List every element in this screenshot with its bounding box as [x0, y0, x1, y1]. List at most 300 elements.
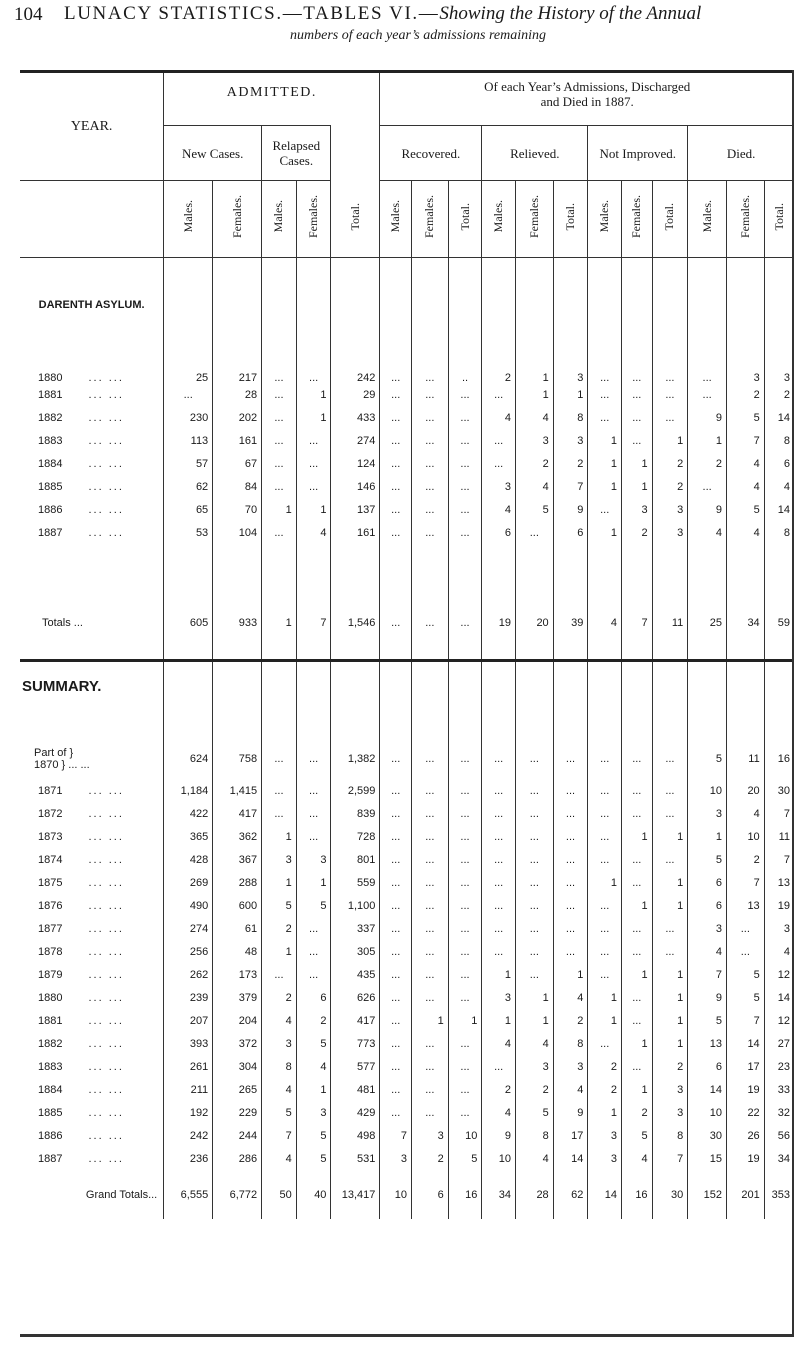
- table-cell: 393: [164, 1033, 213, 1056]
- table-cell: ...: [588, 499, 622, 522]
- year-label: 1871: [38, 785, 63, 797]
- totals-cell: 25: [688, 545, 727, 661]
- table-cell: 1: [621, 1033, 652, 1056]
- table-cell: 230: [164, 407, 213, 430]
- table-cell: ...: [262, 738, 297, 780]
- table-cell: 1: [621, 1079, 652, 1102]
- year-label: 1883: [38, 435, 63, 447]
- grand-totals-cell: 14: [588, 1171, 622, 1219]
- table-cell: ...: [296, 476, 331, 499]
- grand-totals-cell: 30: [652, 1171, 688, 1219]
- table-cell: 7: [262, 1125, 297, 1148]
- table-cell: ...: [553, 826, 588, 849]
- table-cell: 1: [652, 987, 688, 1010]
- table-cell: 4: [262, 1079, 297, 1102]
- table-cell: 17: [726, 1056, 764, 1079]
- table-cell: ...: [296, 964, 331, 987]
- table-cell: ...: [482, 430, 516, 453]
- grand-totals-cell: 10: [380, 1171, 412, 1219]
- table-cell: ...: [380, 918, 412, 941]
- table-cell: ...: [482, 872, 516, 895]
- totals-row: [20, 545, 794, 661]
- empty-cell: [621, 661, 652, 738]
- table-cell: ...: [411, 499, 448, 522]
- table-cell: 262: [164, 964, 213, 987]
- empty-cell: [482, 661, 516, 738]
- empty-cell: [296, 661, 331, 738]
- table-cell: ...: [652, 384, 688, 407]
- table-cell: 5: [515, 1102, 553, 1125]
- empty-cell: [164, 258, 213, 348]
- table-cell: 4: [515, 407, 553, 430]
- table-cell: ...: [448, 499, 482, 522]
- table-cell: ...: [688, 476, 727, 499]
- table-cell: 1: [621, 476, 652, 499]
- leader-dots: ... ...: [88, 831, 124, 843]
- table-cell: 61: [213, 918, 262, 941]
- table-cell: 1: [652, 872, 688, 895]
- table-cell: 624: [164, 738, 213, 780]
- table-cell: ...: [448, 941, 482, 964]
- table-cell: ...: [588, 895, 622, 918]
- subheader-males: [588, 181, 622, 258]
- table-cell: ...: [588, 803, 622, 826]
- grand-totals-cell: 28: [515, 1171, 553, 1219]
- leader-dots: ... ...: [88, 412, 124, 424]
- leader-dots: ... ...: [88, 527, 124, 539]
- table-cell: 531: [331, 1148, 380, 1171]
- table-cell: 1: [296, 1079, 331, 1102]
- table-cell: 1: [652, 964, 688, 987]
- table-cell: ...: [448, 1056, 482, 1079]
- year-label: 1886: [38, 504, 63, 516]
- table-cell: ...: [553, 738, 588, 780]
- table-row: [20, 895, 794, 918]
- table-cell: ...: [411, 1056, 448, 1079]
- table-cell: ...: [621, 872, 652, 895]
- table-cell: ...: [621, 407, 652, 430]
- totals-cell: ...: [411, 545, 448, 661]
- table-cell: 1: [262, 941, 297, 964]
- table-cell: ...: [380, 964, 412, 987]
- year-cell: [20, 453, 164, 476]
- subheader-males: [380, 181, 412, 258]
- subheader-label: Total.: [457, 202, 472, 231]
- leader-dots: ... ...: [88, 435, 124, 447]
- leader-dots: ... ...: [88, 1153, 124, 1165]
- table-cell: ...: [380, 476, 412, 499]
- table-cell: ...: [411, 872, 448, 895]
- of-each-line2: and Died in 1887.: [540, 94, 634, 109]
- table-cell: 161: [213, 430, 262, 453]
- table-cell: 256: [164, 941, 213, 964]
- year-label: 1883: [38, 1061, 63, 1073]
- table-cell: 1: [262, 826, 297, 849]
- table-cell: ...: [262, 348, 297, 384]
- leader-dots: ... ...: [88, 458, 124, 470]
- table-cell: ...: [621, 941, 652, 964]
- table-cell: 4: [688, 941, 727, 964]
- table-cell: ...: [296, 941, 331, 964]
- year-cell: [20, 1125, 164, 1148]
- table-cell: ...: [621, 1056, 652, 1079]
- subheader-females: [296, 181, 331, 258]
- totals-cell: 7: [621, 545, 652, 661]
- table-cell: 4: [688, 522, 727, 545]
- of-each-line1: Of each Year’s Admissions, Discharged: [484, 79, 691, 94]
- grand-totals-cell: 201: [726, 1171, 764, 1219]
- table-cell: 8: [515, 1125, 553, 1148]
- table-cell: ...: [411, 964, 448, 987]
- table-cell: ...: [482, 384, 516, 407]
- table-cell: ...: [515, 918, 553, 941]
- part-of-1870-label: [20, 738, 164, 780]
- table-cell: ...: [262, 522, 297, 545]
- table-cell: 22: [726, 1102, 764, 1125]
- table-cell: ...: [553, 941, 588, 964]
- table-row: [20, 522, 794, 545]
- table-cell: ...: [652, 407, 688, 430]
- running-head-italic: Showing the History of the Annual: [439, 3, 702, 24]
- table-cell: 207: [164, 1010, 213, 1033]
- table-cell: ...: [380, 895, 412, 918]
- table-cell: 1,100: [331, 895, 380, 918]
- table-cell: 65: [164, 499, 213, 522]
- table-cell: 5: [621, 1125, 652, 1148]
- of-each-year-header: [380, 72, 794, 126]
- table-cell: 429: [331, 1102, 380, 1125]
- table-cell: 773: [331, 1033, 380, 1056]
- table-cell: 801: [331, 849, 380, 872]
- subheader-label: Males.: [491, 200, 506, 233]
- table-cell: 1: [621, 964, 652, 987]
- table-cell: ...: [652, 849, 688, 872]
- table-cell: 1,415: [213, 780, 262, 803]
- leader-dots: ... ...: [88, 900, 124, 912]
- table-cell: 113: [164, 430, 213, 453]
- empty-cell: [331, 258, 380, 348]
- table-cell: ...: [296, 918, 331, 941]
- grand-totals-cell: 6,555: [164, 1171, 213, 1219]
- table-cell: 14: [553, 1148, 588, 1171]
- leader-dots: ... ...: [88, 785, 124, 797]
- table-cell: ...: [448, 430, 482, 453]
- table-cell: ...: [588, 964, 622, 987]
- table-cell: 53: [164, 522, 213, 545]
- table-cell: 2: [515, 1079, 553, 1102]
- table-cell: 5: [296, 1148, 331, 1171]
- table-cell: 1: [515, 348, 553, 384]
- table-row: [20, 1079, 794, 1102]
- year-label: 1887: [38, 527, 63, 539]
- table-cell: 3: [588, 1125, 622, 1148]
- empty-cell: [213, 258, 262, 348]
- table-cell: 10: [448, 1125, 482, 1148]
- leader-dots: ... ...: [88, 1107, 124, 1119]
- empty-cell: [213, 661, 262, 738]
- table-cell: ...: [621, 849, 652, 872]
- table-cell: 8: [764, 522, 794, 545]
- empty-cell: [482, 258, 516, 348]
- table-cell: ...: [296, 348, 331, 384]
- table-cell: ...: [380, 738, 412, 780]
- part-of-line2: 1870 } ... ...: [34, 758, 90, 771]
- table-cell: 9: [688, 407, 727, 430]
- year-label: 1878: [38, 946, 63, 958]
- year-label: 1887: [38, 1153, 63, 1165]
- table-row: [20, 1125, 794, 1148]
- table-cell: 2: [652, 1056, 688, 1079]
- leader-dots: ... ...: [88, 504, 124, 516]
- table-cell: 2: [482, 1079, 516, 1102]
- table-cell: 3: [764, 348, 794, 384]
- table-cell: 1: [515, 1010, 553, 1033]
- table-cell: ...: [380, 987, 412, 1010]
- table-cell: 13: [726, 895, 764, 918]
- table-cell: ...: [411, 803, 448, 826]
- subheader-females: [621, 181, 652, 258]
- empty-cell: [688, 661, 727, 738]
- table-cell: 5: [726, 987, 764, 1010]
- year-cell: [20, 918, 164, 941]
- table-cell: 577: [331, 1056, 380, 1079]
- table-cell: 8: [652, 1125, 688, 1148]
- table-cell: 3: [652, 1079, 688, 1102]
- table-cell: 1: [515, 384, 553, 407]
- table-cell: 362: [213, 826, 262, 849]
- table-cell: ...: [411, 1102, 448, 1125]
- table-cell: 7: [764, 803, 794, 826]
- table-cell: 2: [515, 453, 553, 476]
- table-cell: 7: [726, 430, 764, 453]
- totals-cell: 1: [262, 545, 297, 661]
- table-cell: 7: [764, 849, 794, 872]
- table-cell: 9: [553, 1102, 588, 1125]
- table-cell: 1: [588, 1102, 622, 1125]
- table-cell: ...: [296, 826, 331, 849]
- table-cell: 839: [331, 803, 380, 826]
- table-cell: ...: [588, 918, 622, 941]
- table-row: [20, 453, 794, 476]
- subheader-females: [411, 181, 448, 258]
- table-cell: 367: [213, 849, 262, 872]
- table-cell: 192: [164, 1102, 213, 1125]
- grand-totals-cell: 34: [482, 1171, 516, 1219]
- table-cell: 1: [652, 826, 688, 849]
- table-cell: 1: [553, 384, 588, 407]
- table-cell: 13: [688, 1033, 727, 1056]
- table-cell: ...: [380, 780, 412, 803]
- table-cell: 2: [764, 384, 794, 407]
- leader-dots: ... ...: [88, 1130, 124, 1142]
- table-cell: 242: [331, 348, 380, 384]
- table-cell: ...: [726, 941, 764, 964]
- table-cell: 10: [688, 1102, 727, 1125]
- table-cell: ...: [588, 780, 622, 803]
- table-row: [20, 826, 794, 849]
- table-cell: 2: [726, 384, 764, 407]
- table-cell: ...: [448, 964, 482, 987]
- leader-dots: ... ...: [88, 923, 124, 935]
- table-cell: 3: [688, 918, 727, 941]
- subheader-label: Males.: [180, 200, 195, 233]
- table-cell: 372: [213, 1033, 262, 1056]
- recovered-header: Recovered.: [380, 126, 482, 181]
- table-cell: 1: [652, 895, 688, 918]
- subheader-label: Males.: [699, 200, 714, 233]
- year-header: YEAR.: [20, 72, 164, 181]
- table-cell: ...: [262, 964, 297, 987]
- table-cell: 7: [726, 872, 764, 895]
- table-cell: 2: [621, 522, 652, 545]
- year-cell: [20, 803, 164, 826]
- table-cell: ...: [448, 849, 482, 872]
- table-cell: 1: [588, 522, 622, 545]
- table-row: [20, 780, 794, 803]
- year-cell: [20, 780, 164, 803]
- table-cell: 7: [688, 964, 727, 987]
- table-cell: ...: [482, 780, 516, 803]
- table-cell: 304: [213, 1056, 262, 1079]
- subhead: numbers of each year’s admissions remaining: [290, 28, 547, 43]
- subheader-label: Total.: [771, 202, 786, 231]
- table-cell: 5: [688, 738, 727, 780]
- table-cell: 62: [164, 476, 213, 499]
- table-cell: ...: [588, 407, 622, 430]
- grand-totals-cell: 40: [296, 1171, 331, 1219]
- table-cell: 3: [411, 1125, 448, 1148]
- table-cell: ...: [515, 522, 553, 545]
- table-cell: 305: [331, 941, 380, 964]
- table-cell: 30: [688, 1125, 727, 1148]
- leader-dots: ... ...: [88, 371, 124, 384]
- table-cell: ...: [262, 803, 297, 826]
- table-cell: ...: [588, 826, 622, 849]
- empty-cell: [621, 258, 652, 348]
- leader-dots: ... ...: [88, 992, 124, 1004]
- table-cell: ...: [411, 476, 448, 499]
- table-cell: 600: [213, 895, 262, 918]
- table-cell: ...: [515, 780, 553, 803]
- table-cell: 626: [331, 987, 380, 1010]
- year-cell: [20, 964, 164, 987]
- table-cell: 239: [164, 987, 213, 1010]
- table-cell: 4: [296, 1056, 331, 1079]
- section-row: [20, 258, 794, 348]
- table-cell: 1: [588, 476, 622, 499]
- year-cell: [20, 348, 164, 384]
- table-cell: 17: [553, 1125, 588, 1148]
- table-cell: ...: [448, 803, 482, 826]
- table-cell: 1: [296, 499, 331, 522]
- table-cell: ...: [411, 941, 448, 964]
- table-cell: ...: [482, 918, 516, 941]
- table-cell: ...: [380, 1102, 412, 1125]
- table-cell: 3: [652, 499, 688, 522]
- table-cell: 173: [213, 964, 262, 987]
- grand-totals-row: [20, 1171, 794, 1219]
- table-cell: 5: [688, 849, 727, 872]
- year-cell: [20, 1102, 164, 1125]
- leader-dots: ... ...: [88, 1015, 124, 1027]
- table-cell: ...: [411, 849, 448, 872]
- table-cell: 5: [515, 499, 553, 522]
- table-cell: 4: [621, 1148, 652, 1171]
- table-cell: ...: [448, 895, 482, 918]
- table-cell: ...: [380, 826, 412, 849]
- table-cell: 498: [331, 1125, 380, 1148]
- year-cell: [20, 987, 164, 1010]
- empty-cell: [331, 661, 380, 738]
- table-cell: 1: [588, 430, 622, 453]
- table-cell: 8: [262, 1056, 297, 1079]
- table-cell: 2: [262, 918, 297, 941]
- right-border-rule: [792, 70, 794, 1336]
- totals-cell: ...: [380, 545, 412, 661]
- totals-cell: 4: [588, 545, 622, 661]
- table-cell: ...: [553, 803, 588, 826]
- table-cell: 9: [688, 499, 727, 522]
- table-cell: 8: [553, 1033, 588, 1056]
- table-cell: 4: [482, 1102, 516, 1125]
- table-cell: ...: [621, 738, 652, 780]
- year-cell: [20, 1148, 164, 1171]
- table-cell: ...: [553, 849, 588, 872]
- empty-cell: [764, 258, 794, 348]
- table-cell: 6: [688, 1056, 727, 1079]
- table-cell: ...: [482, 895, 516, 918]
- table-cell: 286: [213, 1148, 262, 1171]
- table-cell: 337: [331, 918, 380, 941]
- summary-heading: SUMMARY.: [20, 661, 164, 738]
- table-cell: 559: [331, 872, 380, 895]
- subheader-row: [20, 181, 794, 258]
- table-cell: 428: [164, 849, 213, 872]
- year-label: 1885: [38, 481, 63, 493]
- table-cell: ...: [448, 738, 482, 780]
- table-cell: 29: [331, 384, 380, 407]
- year-label: 1886: [38, 1130, 63, 1142]
- table-cell: 30: [764, 780, 794, 803]
- table-cell: ...: [482, 738, 516, 780]
- table-cell: 1: [652, 1033, 688, 1056]
- table-row: [20, 872, 794, 895]
- empty-cell: [726, 258, 764, 348]
- subheader-males: [164, 181, 213, 258]
- year-cell: [20, 1010, 164, 1033]
- table-cell: 1: [515, 987, 553, 1010]
- table-cell: ...: [380, 499, 412, 522]
- subheader-label: Females.: [306, 195, 321, 238]
- grand-totals-cell: 16: [448, 1171, 482, 1219]
- table-cell: 1,184: [164, 780, 213, 803]
- table-cell: 84: [213, 476, 262, 499]
- table-cell: 2: [553, 453, 588, 476]
- table-cell: ...: [380, 407, 412, 430]
- year-label: 1876: [38, 900, 63, 912]
- table-cell: ...: [296, 453, 331, 476]
- table-cell: ...: [411, 1033, 448, 1056]
- table-cell: ...: [553, 872, 588, 895]
- subheader-label: Total.: [563, 202, 578, 231]
- subheader-label: Females.: [526, 195, 541, 238]
- leader-dots: ... ...: [88, 946, 124, 958]
- table-cell: ...: [448, 1079, 482, 1102]
- section-heading: DARENTH ASYLUM.: [38, 299, 145, 312]
- table-cell: 6: [688, 872, 727, 895]
- bottom-border-rule: [20, 1334, 794, 1337]
- table-cell: 202: [213, 407, 262, 430]
